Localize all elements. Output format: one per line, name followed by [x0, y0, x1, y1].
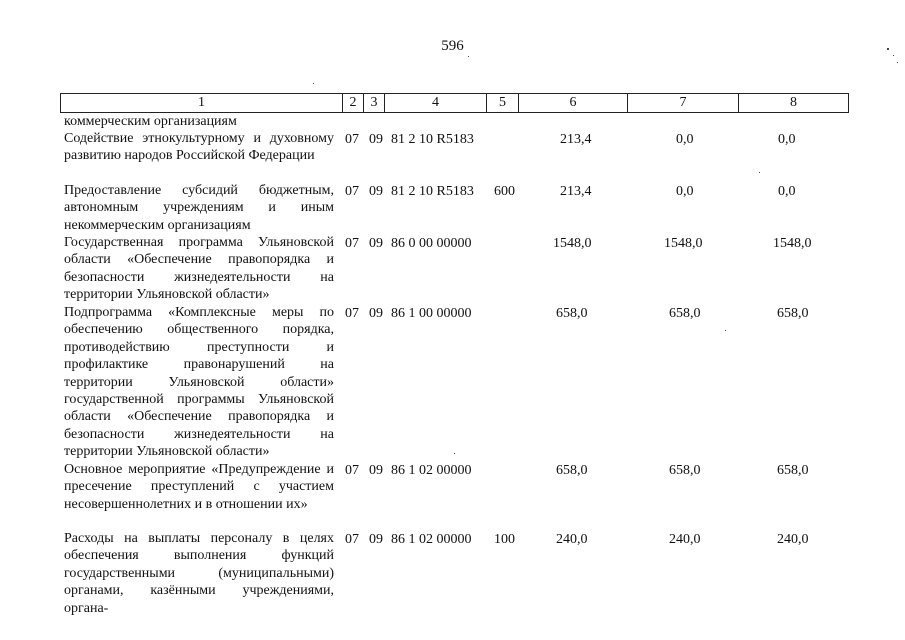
row-value-col8: 658,0	[777, 463, 809, 478]
row-code: 81 2 10 R5183	[391, 184, 474, 199]
row-value-col7: 1548,0	[664, 236, 703, 251]
row-code: 81 2 10 R5183	[391, 132, 474, 147]
row-description: коммерческим организациям	[64, 114, 237, 129]
row-code: 86 1 02 00000	[391, 463, 472, 478]
row-subsection: 09	[369, 132, 383, 147]
row-section: 07	[345, 184, 359, 199]
header-col-3: 3	[364, 94, 385, 112]
header-col-7: 7	[628, 94, 739, 112]
row-expense-type: 600	[494, 184, 515, 199]
row-value-col6: 1548,0	[553, 236, 592, 251]
row-subsection: 09	[369, 306, 383, 321]
scan-speck	[454, 453, 455, 454]
header-col-1: 1	[61, 94, 343, 112]
row-value-col8: 0,0	[778, 132, 796, 147]
row-description: Государственная программа Ульяновской области «Обеспечение правопорядка и безопасности жизнедеятельности на территории Ульяновской области»	[64, 235, 334, 303]
row-section: 07	[345, 306, 359, 321]
row-value-col6: 240,0	[556, 532, 588, 547]
row-value-col7: 240,0	[669, 532, 701, 547]
row-value-col8: 1548,0	[773, 236, 812, 251]
row-description: Расходы на выплаты персоналу в целях обеспечения выполнения функций государственными (муниципальными) органами, казёнными учреждениями, органа-	[64, 531, 334, 616]
scan-speck	[893, 55, 894, 56]
row-expense-type: 100	[494, 532, 515, 547]
row-section: 07	[345, 463, 359, 478]
row-description: Содействие этнокультурному и духовному развитию народов Российской Федерации	[64, 131, 334, 164]
table-header	[60, 93, 849, 113]
row-code: 86 1 02 00000	[391, 532, 472, 547]
row-section: 07	[345, 132, 359, 147]
row-value-col7: 658,0	[669, 463, 701, 478]
row-value-col8: 658,0	[777, 306, 809, 321]
header-col-5: 5	[487, 94, 519, 112]
row-value-col6: 658,0	[556, 306, 588, 321]
header-col-4: 4	[385, 94, 487, 112]
scan-speck	[468, 56, 469, 57]
row-value-col6: 658,0	[556, 463, 588, 478]
row-code: 86 0 00 00000	[391, 236, 472, 251]
header-col-6: 6	[519, 94, 628, 112]
scan-speck	[897, 62, 898, 63]
row-value-col8: 0,0	[778, 184, 796, 199]
row-value-col8: 240,0	[777, 532, 809, 547]
row-value-col7: 658,0	[669, 306, 701, 321]
row-value-col7: 0,0	[676, 184, 694, 199]
row-subsection: 09	[369, 236, 383, 251]
row-description: Предоставление субсидий бюджетным, автономным учреждениям и иным некоммерческим организациям	[64, 183, 334, 233]
scan-speck	[725, 330, 726, 331]
scan-speck	[313, 83, 314, 84]
row-subsection: 09	[369, 184, 383, 199]
scan-speck	[759, 172, 760, 173]
scan-speck	[887, 48, 889, 50]
row-value-col7: 0,0	[676, 132, 694, 147]
header-col-8: 8	[790, 95, 797, 110]
row-section: 07	[345, 236, 359, 251]
row-subsection: 09	[369, 532, 383, 547]
header-col-2: 2	[343, 94, 364, 112]
row-value-col6: 213,4	[560, 184, 592, 199]
row-section: 07	[345, 532, 359, 547]
row-description: Подпрограмма «Комплексные меры по обеспечению общественного порядка, противодействию преступности и профилактике правонарушений на территории Ульяновской области» государственной программы Ульяновской области «Обеспечение правопорядка и безопасности жизнедеятельности на территории Ульяновской области»	[64, 305, 334, 460]
row-code: 86 1 00 00000	[391, 306, 472, 321]
page-number: 596	[441, 38, 464, 54]
row-description: Основное мероприятие «Предупреждение и пресечение преступлений с участием несовершеннолетних и в отношении их»	[64, 462, 334, 512]
row-value-col6: 213,4	[560, 132, 592, 147]
row-subsection: 09	[369, 463, 383, 478]
